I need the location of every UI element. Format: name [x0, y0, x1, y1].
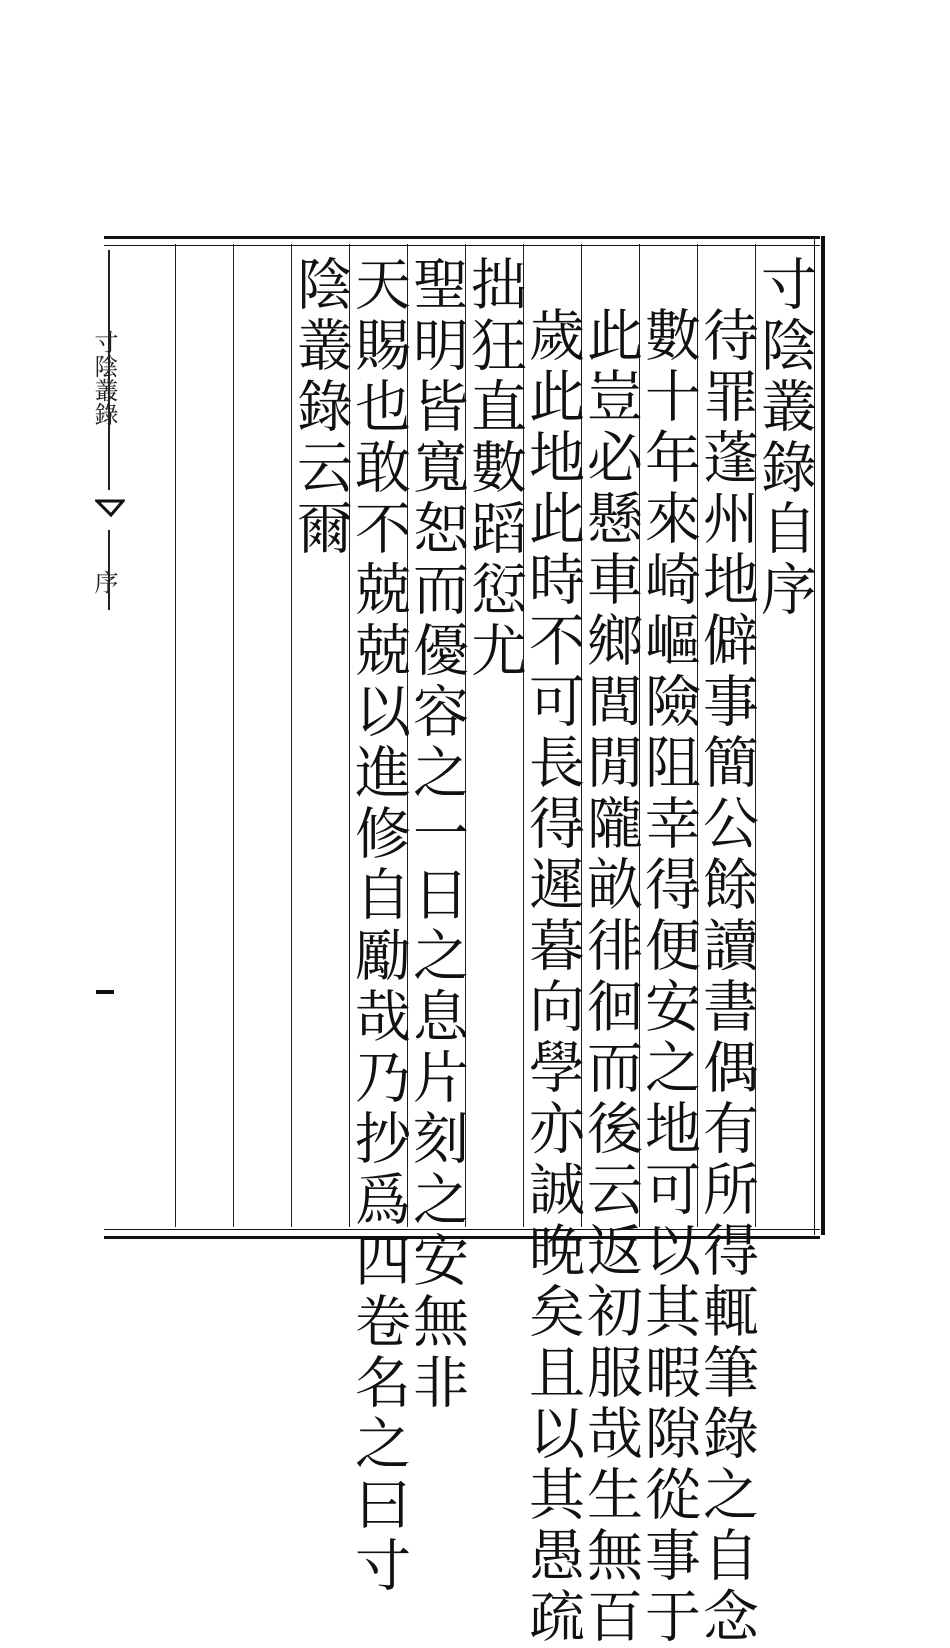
column-rule: [233, 244, 234, 1227]
text-column-7: 天賜也敢不兢兢以進修自勵哉乃抄爲四卷名之曰寸: [346, 255, 411, 1597]
fishtail-mark-icon: [95, 495, 125, 525]
column-rule: [175, 244, 176, 1227]
text-column-6: 聖明皆寬恕而優容之一日之息片刻之安無非: [404, 255, 469, 1414]
text-column-8: 陰叢錄云爾: [288, 255, 353, 560]
text-column-5: 拙狂直數蹈愆尤: [462, 255, 527, 682]
spine-title: 寸陰叢錄: [90, 330, 118, 426]
text-column-3: 此豈必懸車鄉閭閒隴畝徘徊而後云返初服哉生無百: [578, 306, 643, 1648]
spine-section: 序: [90, 570, 118, 594]
spine-dash: [96, 990, 114, 994]
page-border-top: [104, 236, 820, 246]
text-column-4: 歲此地此時不可長得遲暮向學亦誠晚矣且以其愚疏: [520, 306, 585, 1648]
text-column-2: 數十年來崎嶇險阻幸得便安之地可以其暇隙從事于: [636, 306, 701, 1648]
text-column-1: 待罪蓬州地僻事簡公餘讀書偶有所得輒筆錄之自念: [694, 306, 759, 1648]
text-column-title: 寸陰叢錄自序: [752, 255, 817, 621]
